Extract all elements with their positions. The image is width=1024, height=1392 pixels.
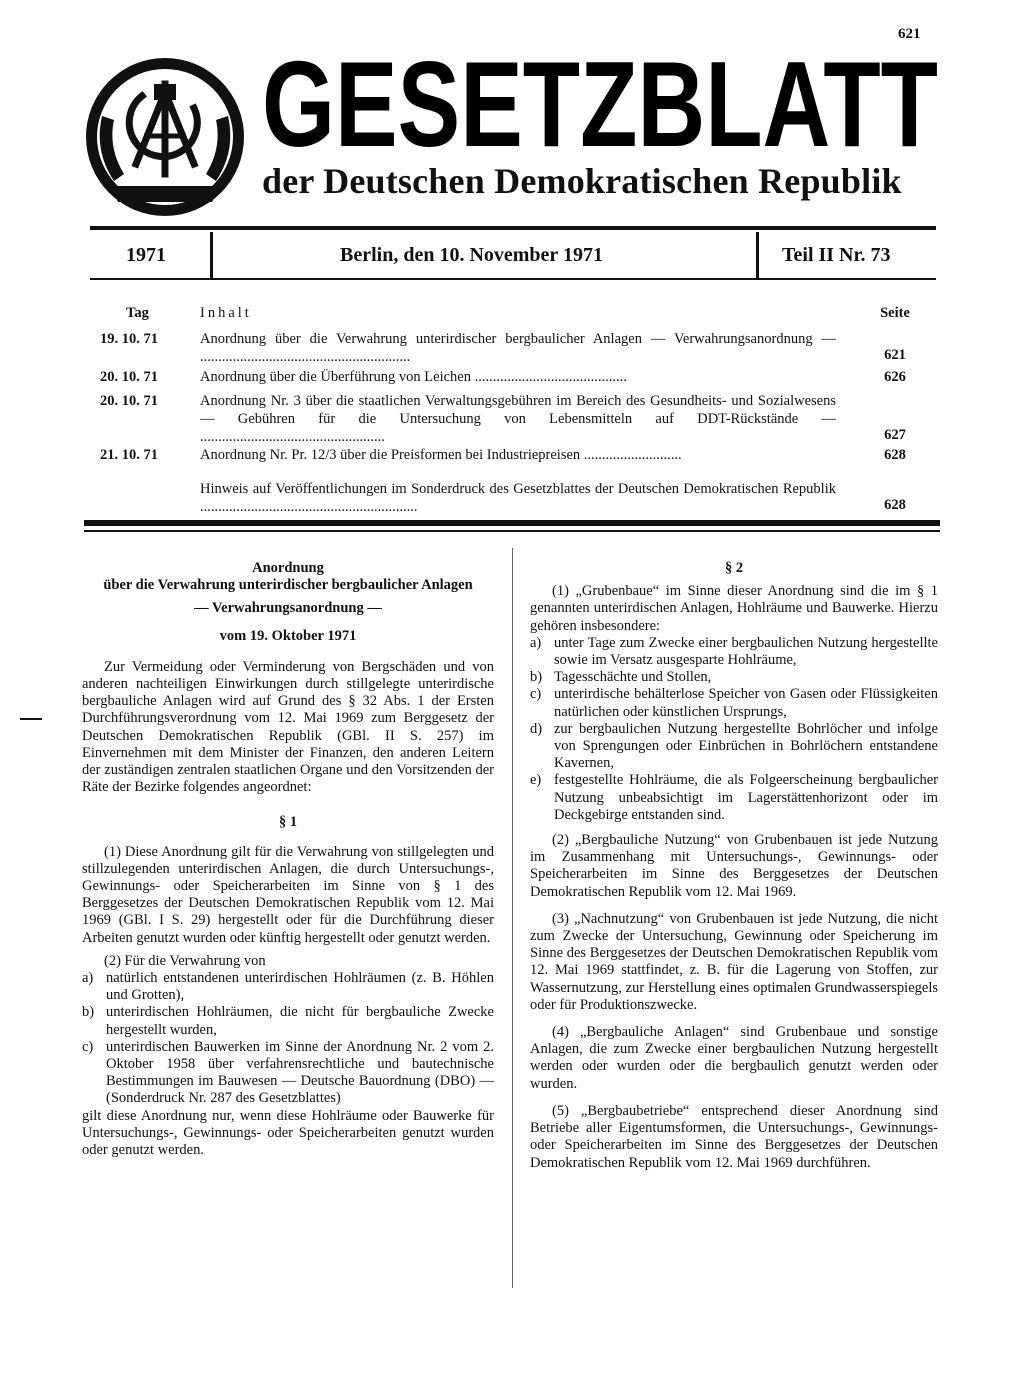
list-item-text: festgestellte Hohlräume, die als Folgeerscheinung bergbaulicher Nutzung unbeabsichtigt im Lagerstättenhorizont oder im Deckgebirge entstanden sind. — [554, 772, 938, 823]
masthead-title-text: GESETZBLATT — [262, 52, 938, 152]
list-item — [530, 635, 938, 669]
left-column — [82, 560, 494, 1159]
section-2-paragraph: (4) „Bergbauliche Anlagen“ sind Grubenbaue und sonstige Anlagen, die zum Zwecke einer bergbaulichen Nutzung hergestellt werden oder wurden oder die bergbaulich genutzt werden oder wurden. — [530, 1024, 938, 1092]
toc-col-inhalt: Inhalt — [200, 305, 252, 321]
list-item — [530, 686, 938, 720]
list-item-text: unterirdische behälterlose Speicher von Gasen oder Flüssigkeiten natürlichen oder künstlichen Ursprungs, — [554, 686, 938, 720]
page-number: 621 — [898, 26, 921, 42]
section-2-paragraph: (2) „Bergbauliche Nutzung“ von Grubenbauen ist jede Nutzung im Zusammenhang mit Untersuchungs-, Gewinnungs- oder Speicherarbeiten im Sinne des Berggesetzes der Deutschen Demokratischen Republik vom 12. Mai 1969. — [530, 832, 938, 900]
list-item-text: unter Tage zum Zwecke einer bergbaulichen Nutzung hergestellte sowie im Versatz ausgesparte Hohlräume, — [554, 634, 938, 669]
list-item-label: b) — [82, 1004, 95, 1021]
toc-entry-text: Anordnung Nr. Pr. 12/3 über die Preisformen bei Industriepreisen ........................... — [200, 447, 682, 463]
list-item-text: zur bergbaulichen Nutzung hergestellte Bohrlöcher und infolge von Sprengungen oder Einbrüchen in Bohrlöchern entstandene Kavernen, — [554, 720, 938, 772]
issue-date: Berlin, den 10. November 1971 — [340, 244, 603, 266]
list-item — [82, 1039, 494, 1108]
divider — [210, 232, 213, 278]
list-item-text: natürlich entstandenen unterirdischen Hohlräumen (z. B. Höhlen und Grotten), — [106, 970, 494, 1004]
toc-entry-page: 628 — [884, 497, 906, 513]
list-item-text: unterirdischen Bauwerken im Sinne der Anordnung Nr. 2 vom 2. Oktober 1958 über verfahrensrechtliche und bautechnische Bestimmungen im Bauwesen — Deutsche Bauordnung (DBO) — (Sonderdruck Nr. 287 des Gesetzblattes) — [106, 1038, 494, 1107]
divider — [756, 232, 759, 278]
list-item-label: c) — [530, 686, 542, 703]
masthead-subtitle: der Deutschen Demokratischen Republik — [262, 161, 902, 201]
list-item-label: a) — [530, 634, 542, 651]
section-1-paragraph: (1) Diese Anordnung gilt für die Verwahrung von stillgelegten und stillzulegenden unterirdischen Anlagen, die durch Untersuchungs-, Gewinnungs- oder Speicherarbeiten im Sinne von § 1 des Berggesetzes der Deutschen Demokratischen Republik vom 12. Mai 1969 (GBl. I S. 29) hergestellt oder für die Durchführung dieser Arbeiten genutzt wurden oder künftig hergestellt oder genutzt werden. — [82, 843, 494, 946]
toc-entry-date: 21. 10. 71 — [100, 447, 158, 463]
list-item-text: unterirdischen Hohlräumen, die nicht für bergbauliche Zwecke hergestellt wurden, — [106, 1004, 494, 1038]
preamble: Zur Vermeidung oder Verminderung von Bergschäden und von anderen nachteiligen Einwirkungen durch stillgelegte unterirdische bergbauliche Anlagen wird auf Grund des § 32 Abs. 1 der Ersten Durchführungsverordnung vom 12. Mai 1969 zum Berggesetz der Deutschen Demokratischen Republik (GBl. II S. 257) im Einvernehmen mit dem Minister der Finanzen, den anderen Leitern der zuständigen zentralen staatlichen Organe und den Vorsitzenden der Räte der Bezirke folgendes angeordnet: — [82, 658, 494, 796]
section-2-paragraph: (5) „Bergbaubetriebe“ entsprechend dieser Anordnung sind Betriebe aller Eigentumsformen, die Untersuchungs-, Gewinnungs- oder Speicherarbeiten im Sinne des Berggesetzes der Deutschen Demokratischen Republik vom 12. Mai 1969 durchführen. — [530, 1102, 938, 1171]
list-item-label: d) — [530, 720, 543, 737]
toc-entry-date: 19. 10. 71 — [100, 331, 158, 347]
list-item — [530, 721, 938, 773]
toc-entry-text: Hinweis auf Veröffentlichungen im Sonderdruck des Gesetzblattes der Deutschen Demokratischen Republik ............................................................ — [200, 481, 836, 515]
state-emblem-icon — [84, 56, 246, 218]
toc-entry-page: 628 — [884, 447, 906, 463]
toc-rule-thin — [84, 530, 940, 532]
column-divider — [512, 548, 513, 1288]
list-item — [82, 970, 494, 1004]
list-item-label: e) — [530, 772, 542, 789]
list-item — [530, 669, 938, 686]
toc-entry-date: 20. 10. 71 — [100, 393, 158, 409]
toc-col-seite: Seite — [880, 305, 910, 321]
toc-entry-page: 626 — [884, 369, 906, 385]
toc-entry-page: 627 — [884, 427, 906, 443]
article-subheading: über die Verwahrung unterirdischer bergbaulicher Anlagen — [103, 577, 473, 594]
list-item-label: c) — [82, 1038, 94, 1055]
issue-part: Teil II Nr. 73 — [782, 244, 891, 266]
header-rule-top — [90, 226, 936, 230]
list-item — [530, 772, 938, 824]
toc-entry-text: Anordnung Nr. 3 über die staatlichen Verwaltungsgebühren im Bereich des Gesundheits- und Sozialwesens — Gebühren für die Untersuchung von Lebensmitteln auf DDT-Rückstände — ................................................... — [200, 393, 836, 445]
section-2-title: § 2 — [724, 560, 744, 576]
issue-row — [96, 232, 934, 278]
section-2-paragraph: (3) „Nachnutzung“ von Grubenbauen ist jede Nutzung, die nicht zum Zwecke der Untersuchung, Gewinnung oder Speicherung im Sinne des Berggesetzes der Deutschen Demokratischen Republik vom 12. Mai 1969 stattfindet, z. B. für die Lagerung von Stoffen, zur Wassernutzung, zur Herstellung eines optimalen Grundwasserspiegels oder für Produktionszwecke. — [530, 910, 938, 1013]
article-heading: Anordnung — [252, 560, 324, 576]
list-item — [82, 1004, 494, 1038]
list-item-label: a) — [82, 970, 94, 987]
table-of-contents — [100, 300, 920, 520]
masthead-title — [262, 52, 938, 152]
article-date: vom 19. Oktober 1971 — [219, 627, 357, 644]
article-short-title: — Verwahrungsanordnung — — [194, 600, 382, 617]
toc-col-tag: Tag — [126, 305, 149, 321]
margin-mark — [20, 718, 42, 720]
list-item-label: b) — [530, 669, 543, 686]
section-1-paragraph: (2) Für die Verwahrung von — [104, 952, 266, 969]
section-1-title: § 1 — [278, 814, 298, 831]
issue-year: 1971 — [126, 244, 166, 266]
list-item-text: Tagesschächte und Stollen, — [554, 669, 712, 686]
toc-rule-thick — [84, 520, 940, 526]
toc-entry-text: Anordnung über die Überführung von Leichen .......................................... — [200, 369, 627, 385]
section-1-paragraph: gilt diese Anordnung nur, wenn diese Hohlräume oder Bauwerke für Untersuchungs-, Gewinnungs- oder Speicherarbeiten genutzt wurden oder genutzt werden. — [82, 1107, 494, 1159]
header-rule-bottom — [90, 278, 936, 280]
toc-entry-date: 20. 10. 71 — [100, 369, 158, 385]
toc-entry-page: 621 — [884, 347, 906, 363]
section-2-paragraph: (1) „Grubenbaue“ im Sinne dieser Anordnung sind die im § 1 genannten unterirdischen Anlagen, Hohlräume und Bauwerke. Hierzu gehören insbesondere: — [530, 583, 938, 634]
toc-entry-text: Anordnung über die Verwahrung unterirdischer bergbaulicher Anlagen — Verwahrungsanordnung — .......................................................... — [200, 331, 836, 365]
right-column — [530, 560, 938, 1172]
